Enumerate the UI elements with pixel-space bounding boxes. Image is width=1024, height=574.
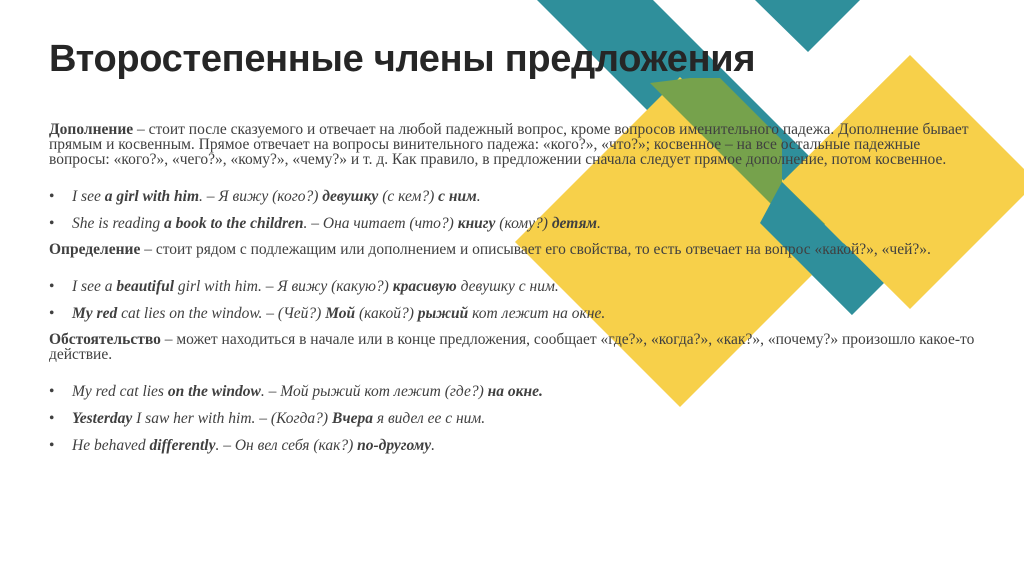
definition-text: – стоит рядом с подлежащим или дополнением и описывает его свойства, то есть отвечает на вопрос «какой?», «чей?». xyxy=(140,241,931,258)
examples-list xyxy=(49,188,979,233)
definition-text: – может находиться в начале или в конце предложения, сообщает «где?», «когда?», «как?», «почему?» произошло какое-то действие. xyxy=(49,331,975,363)
definition-attribute xyxy=(49,242,979,257)
highlight-segment: детям xyxy=(551,215,598,232)
term-adverbial: Обстоятельство xyxy=(49,331,161,348)
highlight-segment: на окне. xyxy=(487,383,543,400)
example-segment: (с кем?) xyxy=(378,188,439,205)
example-segment: He behaved xyxy=(72,437,150,454)
example-item xyxy=(49,215,979,233)
definition-object xyxy=(49,122,979,167)
example-segment: . – Он вел себя (как?) xyxy=(215,437,358,454)
highlight-segment: Вчера xyxy=(331,410,373,427)
example-segment: кот лежит на окне. xyxy=(468,305,606,322)
example-segment: I see xyxy=(72,188,105,205)
example-item xyxy=(49,305,979,323)
highlight-segment: a girl with him xyxy=(104,188,200,205)
definition-adverbial xyxy=(49,332,979,362)
definition-text: – стоит после сказуемого и отвечает на любой падежный вопрос, кроме вопросов именительного падежа. Дополнение бывает прямым и косвенным. Прямое отвечает на вопросы винительного падежа: «кого?», «что?»; косвенное – на все остальные падежные вопросы: «кого?», «чего?», «кому?», «чему?» и т. д. Как правило, в предложении сначала следует прямое дополнение, потом косвенное. xyxy=(49,121,969,168)
example-item xyxy=(49,188,979,206)
content-body xyxy=(49,122,979,464)
example-segment: . – Она читает (что?) xyxy=(303,215,458,232)
page-title: Второстепенные члены предложения xyxy=(49,38,756,80)
example-item xyxy=(49,383,979,401)
example-segment: (какой?) xyxy=(355,305,418,322)
example-segment: девушку с ним. xyxy=(456,278,559,295)
example-segment: She is reading xyxy=(72,215,164,232)
teal-triangle-top xyxy=(755,0,860,52)
example-segment: . xyxy=(431,437,436,454)
examples-list xyxy=(49,383,979,455)
highlight-segment: книгу xyxy=(457,215,496,232)
highlight-segment: красивую xyxy=(392,278,457,295)
example-item xyxy=(49,410,979,428)
example-item xyxy=(49,437,979,455)
example-segment: I see a xyxy=(72,278,117,295)
example-segment: я видел ее с ним. xyxy=(373,410,486,427)
highlight-segment: по-другому xyxy=(357,437,432,454)
highlight-segment: beautiful xyxy=(116,278,175,295)
highlight-segment: on the window xyxy=(167,383,261,400)
example-segment: cat lies on the window. – (Чей?) xyxy=(117,305,326,322)
term-object: Дополнение xyxy=(49,121,134,138)
term-attribute: Определение xyxy=(49,241,141,258)
highlight-segment: Мой xyxy=(325,305,356,322)
example-segment: girl with him. – Я вижу (какую?) xyxy=(174,278,393,295)
highlight-segment: с ним xyxy=(438,188,477,205)
example-segment: My red cat lies xyxy=(72,383,168,400)
highlight-segment: My red xyxy=(72,305,118,322)
example-item xyxy=(49,278,979,296)
example-segment: . xyxy=(476,188,481,205)
highlight-segment: девушку xyxy=(322,188,379,205)
example-segment: . – Мой рыжий кот лежит (где?) xyxy=(260,383,488,400)
example-segment: I saw her with him. – (Когда?) xyxy=(132,410,332,427)
highlight-segment: a book to the children xyxy=(164,215,304,232)
example-segment: . xyxy=(597,215,601,232)
example-segment: . – Я вижу (кого?) xyxy=(199,188,323,205)
example-segment: (кому?) xyxy=(495,215,552,232)
highlight-segment: differently xyxy=(149,437,216,454)
highlight-segment: рыжий xyxy=(417,305,469,322)
examples-list xyxy=(49,278,979,323)
highlight-segment: Yesterday xyxy=(72,410,133,427)
